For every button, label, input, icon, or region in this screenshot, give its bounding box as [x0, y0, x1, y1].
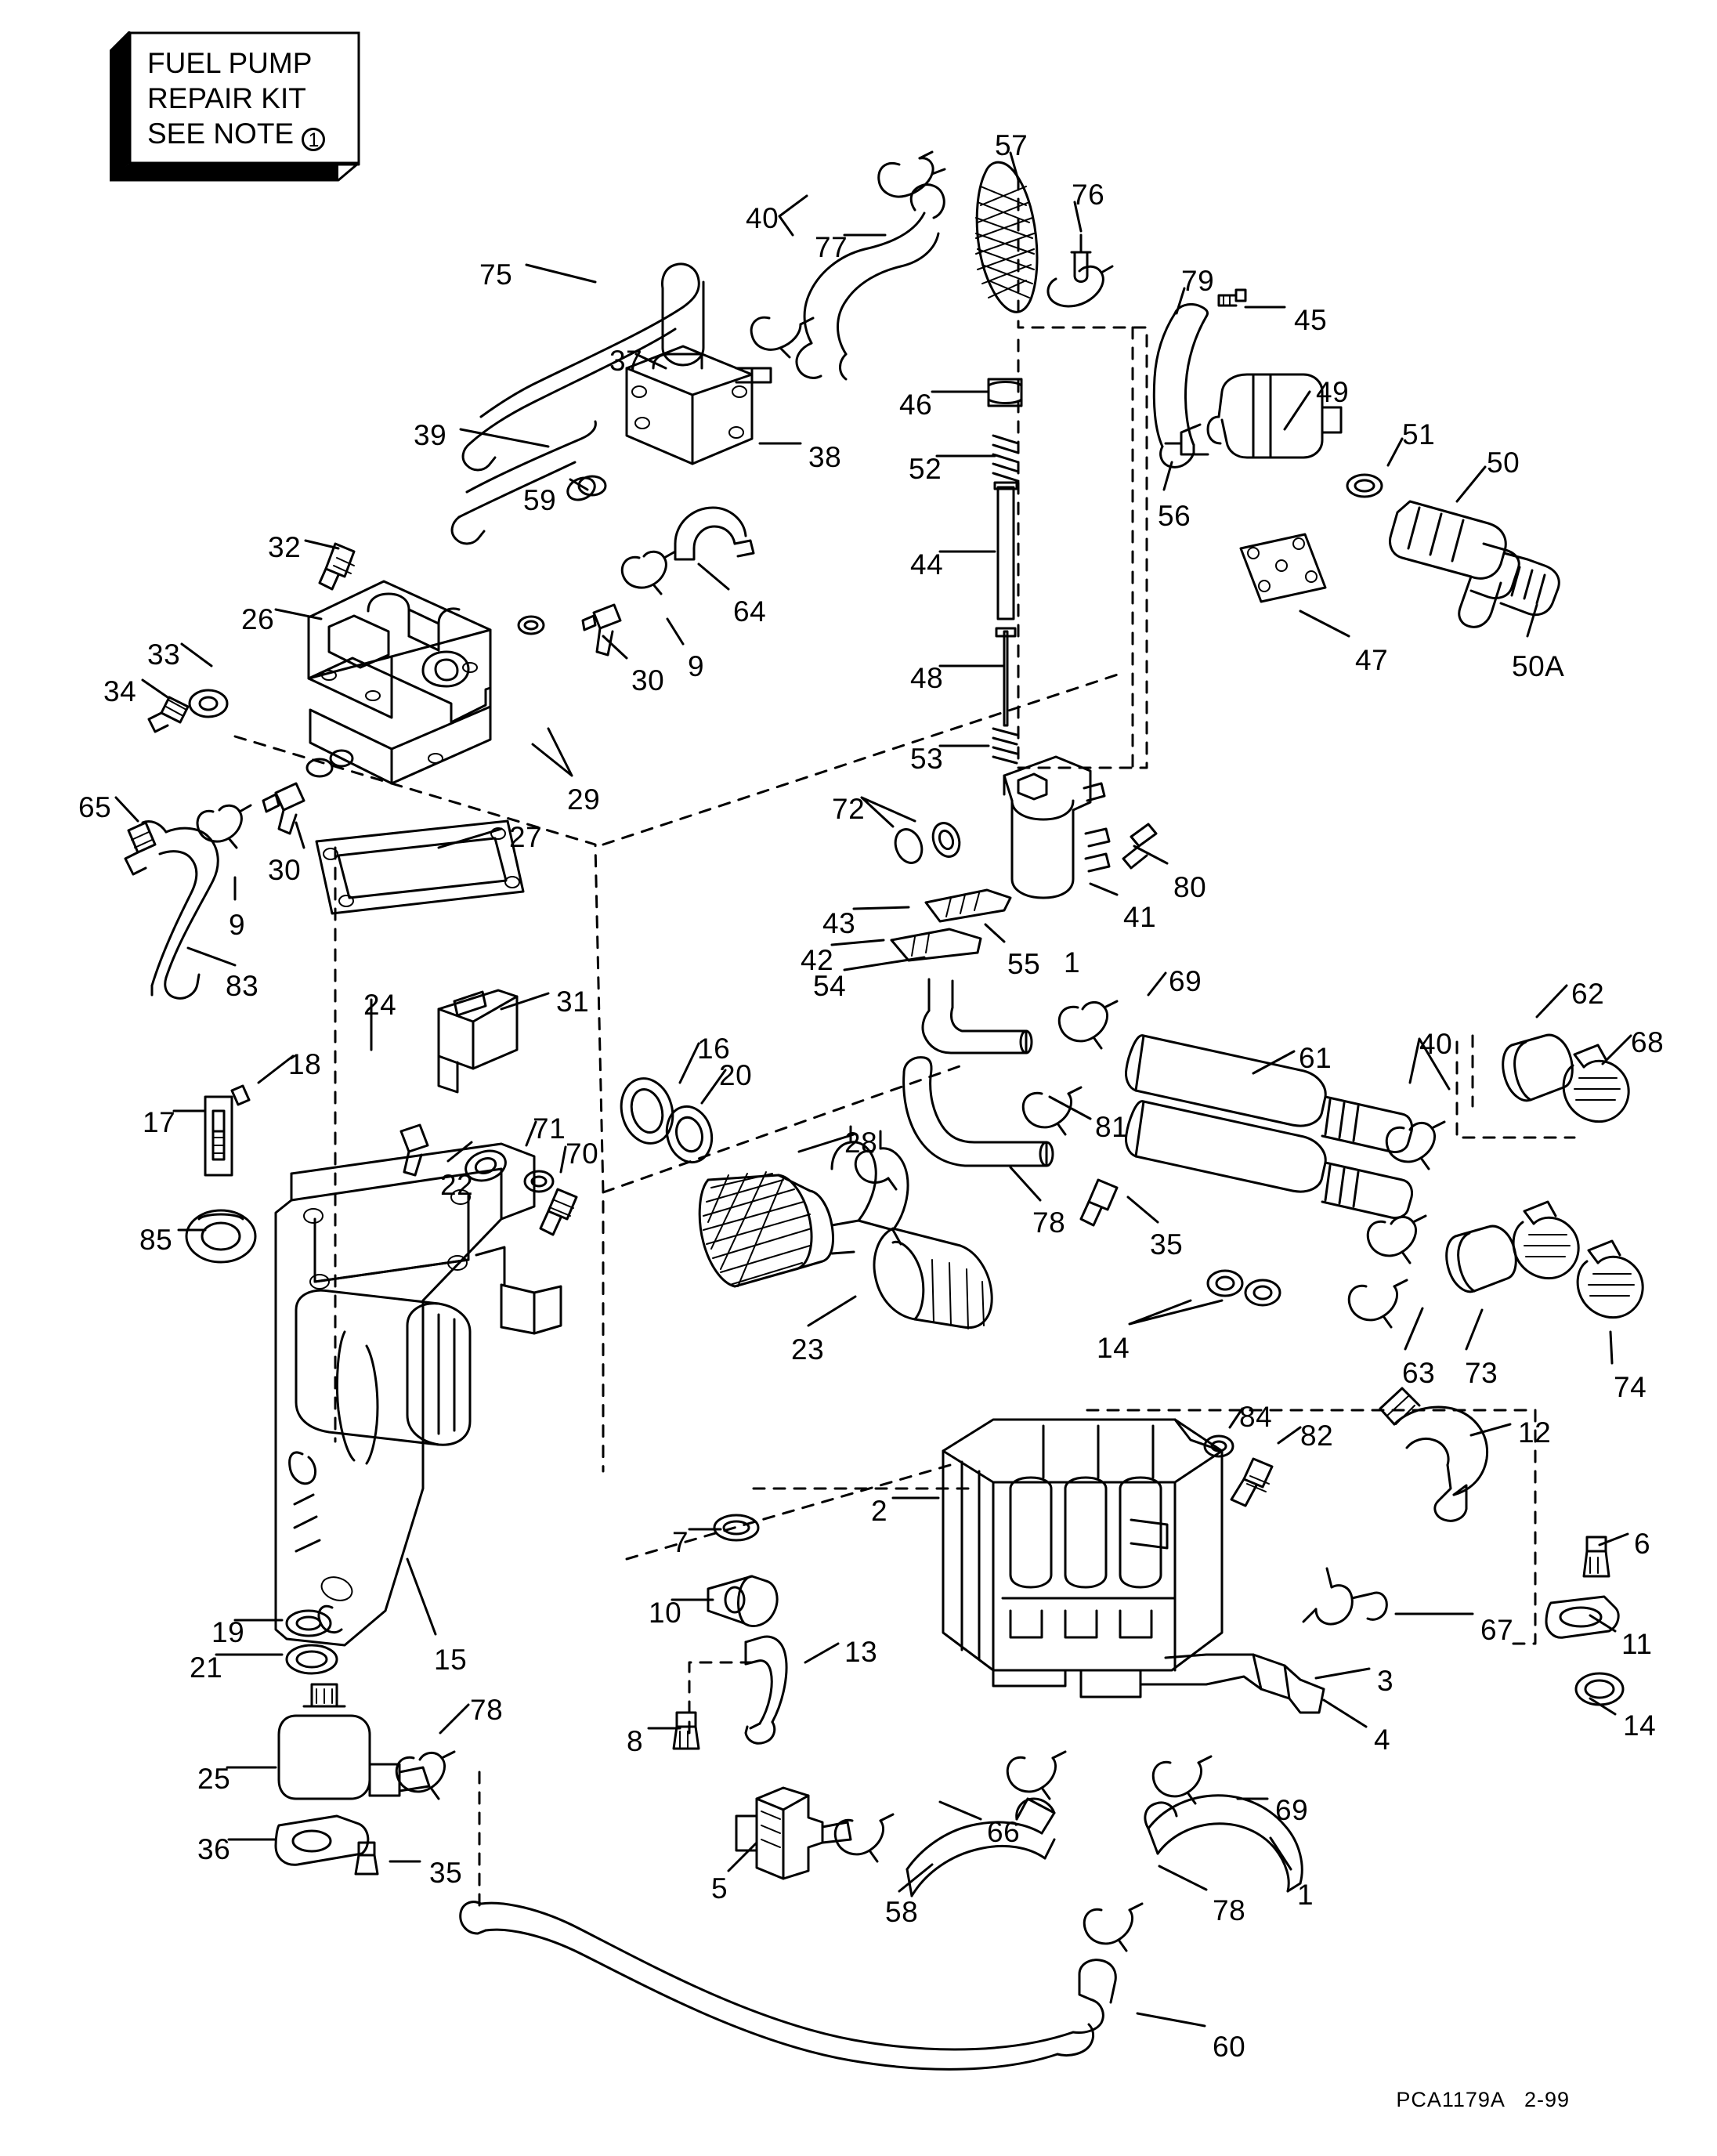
callout-number: 35 [1150, 1228, 1184, 1261]
callout-number: 77 [815, 231, 848, 263]
callout-number: 74 [1614, 1371, 1647, 1403]
callout-number: 40 [746, 202, 779, 234]
kit-box-text [147, 45, 325, 151]
callout-number: 41 [1123, 901, 1157, 933]
callout-number: 43 [822, 907, 856, 939]
callout-number: 72 [832, 793, 866, 825]
callout-number: 31 [556, 986, 590, 1018]
callout-number: 14 [1623, 1709, 1657, 1742]
callout-number: 62 [1571, 978, 1605, 1010]
callout-number: 38 [808, 441, 842, 473]
callout-number: 14 [1097, 1332, 1130, 1364]
callout-number: 2 [871, 1495, 888, 1527]
callout-number: 69 [1169, 965, 1202, 997]
callout-number: 13 [844, 1636, 878, 1668]
callout-number: 12 [1518, 1416, 1552, 1449]
callout-number: 65 [78, 791, 112, 823]
callout-number: 59 [523, 484, 557, 516]
callout-number: 84 [1239, 1401, 1273, 1433]
callout-number: 45 [1294, 304, 1328, 336]
callout-number: 34 [103, 675, 137, 707]
callout-number: 39 [414, 419, 447, 451]
callout-number: 81 [1095, 1111, 1129, 1143]
callout-number: 44 [910, 548, 944, 581]
callout-number: 7 [672, 1526, 689, 1558]
callout-number: 10 [649, 1597, 682, 1629]
callout-number: 69 [1275, 1794, 1309, 1826]
callout-number: 68 [1631, 1026, 1665, 1058]
callout-number: 79 [1181, 265, 1215, 297]
callout-number: 22 [440, 1169, 474, 1201]
callout-number: 63 [1402, 1357, 1436, 1389]
callout-number: 50A [1512, 650, 1565, 682]
callout-number: 82 [1300, 1420, 1334, 1452]
callout-number: 1 [1064, 946, 1081, 979]
fuel-pump-repair-kit-box [110, 31, 360, 186]
callout-number: 20 [719, 1059, 753, 1091]
callout-number: 25 [197, 1763, 231, 1795]
callout-number: 50 [1487, 447, 1520, 479]
callout-number: 16 [697, 1033, 731, 1065]
callout-number: 47 [1355, 644, 1389, 676]
callout-number: 48 [910, 662, 944, 694]
callout-number: 56 [1158, 500, 1191, 532]
callout-number: 71 [533, 1112, 566, 1145]
callout-number: 42 [801, 944, 834, 976]
callout-number: 30 [631, 664, 665, 696]
callout-number: 8 [627, 1725, 644, 1757]
callout-number: 67 [1480, 1614, 1514, 1646]
callout-number: 29 [567, 783, 601, 816]
callout-number: 6 [1634, 1528, 1651, 1560]
kit-line-1: FUEL PUMP [147, 47, 313, 79]
callout-number: 78 [1032, 1206, 1066, 1239]
callout-number: 54 [813, 970, 847, 1002]
callout-number: 75 [479, 259, 513, 291]
callout-number: 78 [470, 1694, 504, 1726]
callout-number: 11 [1621, 1628, 1653, 1660]
callout-number: 52 [909, 453, 942, 485]
callout-number: 55 [1007, 948, 1041, 980]
callout-number: 19 [211, 1616, 245, 1648]
callout-number: 46 [899, 389, 933, 421]
callout-number: 76 [1072, 179, 1105, 211]
callout-number: 5 [711, 1872, 728, 1905]
callout-number: 37 [609, 345, 643, 377]
callout-number: 28 [844, 1127, 878, 1159]
callout-number: 17 [143, 1106, 176, 1138]
callout-number: 70 [566, 1138, 599, 1170]
callout-number: 26 [241, 603, 275, 635]
callout-number: 3 [1377, 1665, 1394, 1697]
callout-number: 80 [1173, 871, 1207, 903]
note-number-badge: 1 [302, 128, 325, 151]
callout-number: 78 [1213, 1894, 1246, 1926]
callout-number: 40 [1419, 1028, 1453, 1060]
callout-number: 51 [1402, 418, 1436, 450]
callout-number: 21 [190, 1651, 223, 1684]
callout-number: 64 [733, 595, 767, 628]
kit-line-2: REPAIR KIT [147, 82, 306, 114]
callout-number: 33 [147, 638, 181, 671]
callout-number: 4 [1374, 1724, 1391, 1756]
kit-line-3: SEE NOTE [147, 118, 295, 150]
callout-number: 57 [995, 129, 1028, 161]
callout-number: 35 [429, 1857, 463, 1889]
callout-number: 18 [288, 1048, 322, 1080]
callout-number: 24 [363, 989, 397, 1021]
callout-number: 73 [1465, 1357, 1498, 1389]
callout-number: 9 [688, 650, 705, 682]
callout-number: 30 [268, 854, 302, 886]
callout-number: 49 [1316, 376, 1350, 408]
drawing-number: PCA1179A 2-99 [1396, 2088, 1570, 2111]
callout-number: 53 [910, 743, 944, 775]
callout-number: 27 [509, 821, 543, 853]
callout-number: 15 [434, 1644, 468, 1676]
callout-number: 32 [268, 531, 302, 563]
callout-number: 61 [1299, 1042, 1332, 1074]
callout-number: 58 [885, 1896, 919, 1928]
callout-number: 66 [987, 1816, 1021, 1848]
callout-number: 60 [1213, 2031, 1246, 2063]
callout-number: 36 [197, 1833, 231, 1865]
callout-number: 23 [791, 1333, 825, 1366]
callout-number: 83 [226, 970, 259, 1002]
callout-number: 85 [139, 1224, 173, 1256]
callout-number: 9 [229, 909, 246, 941]
callout-number: 1 [1297, 1879, 1314, 1911]
